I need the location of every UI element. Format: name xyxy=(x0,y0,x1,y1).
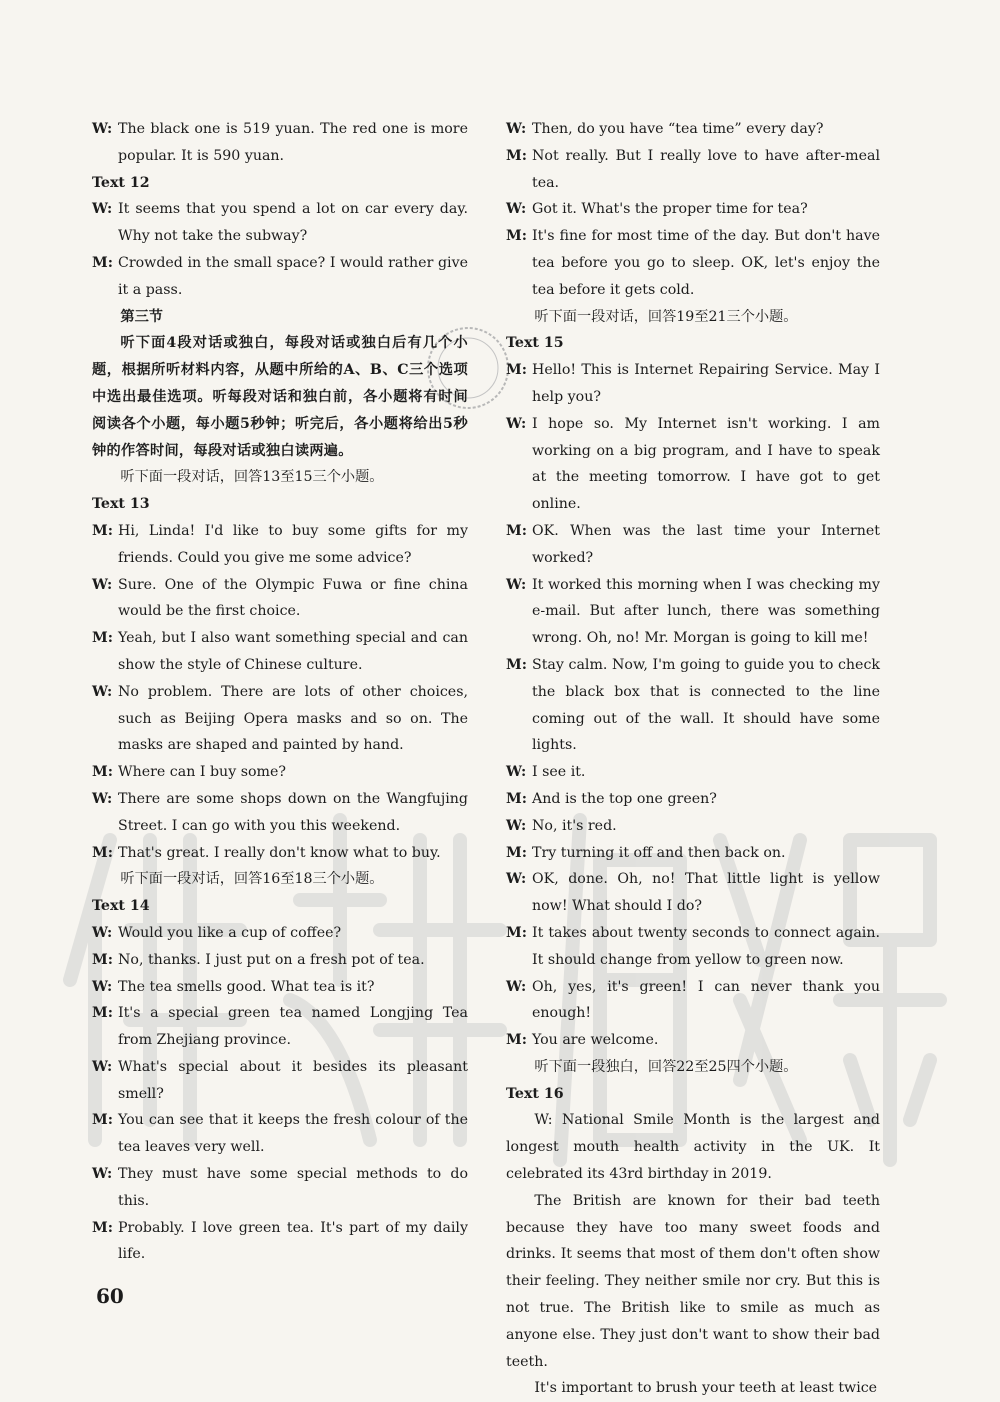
speaker-label: W: xyxy=(506,871,527,888)
line-text: It's a special green tea named Longjing Tea from Zhejiang province. xyxy=(118,1005,468,1049)
speaker-label: W: xyxy=(92,1058,113,1075)
speaker-label: W: xyxy=(92,790,113,807)
dialogue-line xyxy=(506,1027,880,1054)
dialogue-line xyxy=(92,250,468,304)
page-number: 60 xyxy=(96,1284,124,1308)
line-text: I see it. xyxy=(532,764,586,781)
speaker-label: M: xyxy=(92,522,113,539)
line-text: Where can I buy some? xyxy=(118,764,286,781)
dialogue-line xyxy=(506,411,880,518)
text-14-heading: Text 14 xyxy=(92,898,150,915)
dialogue-line xyxy=(92,1000,468,1054)
speaker-label: M: xyxy=(506,522,527,539)
dialogue-line xyxy=(506,357,880,411)
line-text: OK, done. Oh, no! That little light is yellow now! What should I do? xyxy=(532,871,880,915)
line-text: Hello! This is Internet Repairing Service. May I help you? xyxy=(532,362,880,405)
speaker-label: M: xyxy=(506,656,527,673)
line-text: Not really. But I really love to have after-meal tea. xyxy=(532,147,880,191)
right-column xyxy=(506,116,880,1402)
question-intro: 听下面一段独白，回答22至25四个小题。 xyxy=(534,1058,798,1075)
speaker-label: M: xyxy=(506,147,527,164)
speaker-label: M: xyxy=(506,924,527,941)
section-instructions: 听下面4段对话或独白，每段对话或独白后有几个小题，根据所听材料内容，从题中所给的A、B、C三个选项中选出最佳选项。听每段对话和独白前，各小题将有时间阅读各个小题，每小题5秒钟；听完后，各小题将给出5秒钟的作答时间，每段对话或独白读两遍。 xyxy=(92,335,468,459)
line-text: Then, do you have “tea time” every day? xyxy=(532,121,824,137)
dialogue-line xyxy=(506,920,880,974)
speaker-label: W: xyxy=(506,817,527,834)
monologue-paragraph: The British are known for their bad teeth because they have too many sweet foods and drinks. It seems that most of them don't often show their feeling. They neither smile nor cry. But this is not true. The British like to smile as much as anyone else. They just don't want to show their bad teeth. xyxy=(506,1192,880,1370)
line-text: Yeah, but I also want something special and can show the style of Chinese culture. xyxy=(118,630,468,673)
line-text: Stay calm. Now, I'm going to guide you to check the black box that is connected to the line coming out of the wall. It should have some lights. xyxy=(532,656,880,754)
line-text: The black one is 519 yuan. The red one is more popular. It is 590 yuan. xyxy=(118,121,468,164)
speaker-label: M: xyxy=(506,362,527,379)
line-text: The tea smells good. What tea is it? xyxy=(118,978,375,995)
line-text: OK. When was the last time your Internet worked? xyxy=(532,522,880,566)
line-text: No problem. There are lots of other choices, such as Beijing Opera masks and so on. The masks are shaped and painted by hand. xyxy=(118,683,468,754)
speaker-label: W: xyxy=(92,201,113,218)
dialogue-line xyxy=(506,786,880,813)
line-text: You can see that it keeps the fresh colour of the tea leaves very well. xyxy=(118,1112,468,1156)
line-text: Oh, yes, it's green! I can never thank you enough! xyxy=(532,978,880,1022)
text-15-heading: Text 15 xyxy=(506,335,564,352)
speaker-label: M: xyxy=(506,790,527,807)
speaker-label: W: xyxy=(92,924,113,941)
line-text: It takes about twenty seconds to connect again. It should change from yellow to green now. xyxy=(532,924,880,968)
speaker-label: W: xyxy=(92,683,113,700)
dialogue-line xyxy=(92,920,468,947)
speaker-label: M: xyxy=(92,254,113,271)
dialogue-line xyxy=(506,974,880,1028)
speaker-label: W: xyxy=(506,576,527,593)
dialogue-line xyxy=(506,143,880,197)
speaker-label: W: xyxy=(506,201,527,218)
line-text: Crowded in the small space? I would rather give it a pass. xyxy=(118,254,468,298)
monologue-paragraph: W: National Smile Month is the largest and longest mouth health activity in the UK. It celebrated its 43rd birthday in 2019. xyxy=(506,1112,880,1183)
speaker-label: M: xyxy=(92,951,113,968)
line-text: What's special about it besides its pleasant smell? xyxy=(118,1058,468,1102)
speaker-label: M: xyxy=(92,630,113,647)
dialogue-line xyxy=(92,1054,468,1108)
dialogue-line xyxy=(92,1161,468,1215)
dialogue-line xyxy=(506,518,880,572)
line-text: Got it. What's the proper time for tea? xyxy=(532,201,808,218)
speaker-label: M: xyxy=(506,844,527,861)
speaker-label: W: xyxy=(92,1166,113,1183)
dialogue-line xyxy=(92,116,468,170)
speaker-label: M: xyxy=(92,844,113,861)
question-intro: 听下面一段对话，回答13至15三个小题。 xyxy=(120,469,384,486)
section-heading: 第三节 xyxy=(120,308,163,325)
speaker-label: M: xyxy=(92,1219,113,1236)
line-text: You are welcome. xyxy=(532,1032,659,1049)
speaker-label: W: xyxy=(506,415,527,432)
dialogue-line xyxy=(92,1215,468,1269)
text-13-heading: Text 13 xyxy=(92,496,150,513)
speaker-label: M: xyxy=(92,764,113,781)
dialogue-line xyxy=(92,786,468,840)
line-text: No, it's red. xyxy=(532,817,617,834)
dialogue-line xyxy=(92,518,468,572)
text-16-heading: Text 16 xyxy=(506,1085,564,1102)
line-text: Hi, Linda! I'd like to buy some gifts for my friends. Could you give me some advice? xyxy=(118,522,468,566)
monologue-paragraph: It's important to brush your teeth at least twice xyxy=(534,1380,878,1397)
speaker-label: M: xyxy=(92,1112,113,1129)
line-text: Probably. I love green tea. It's part of my daily life. xyxy=(118,1219,468,1263)
line-text: That's great. I really don't know what to buy. xyxy=(118,844,441,861)
dialogue-line xyxy=(92,759,468,786)
dialogue-line xyxy=(506,572,880,652)
line-text: And is the top one green? xyxy=(532,790,717,807)
dialogue-line xyxy=(92,196,468,250)
dialogue-line xyxy=(506,759,880,786)
speaker-label: W: xyxy=(92,576,113,593)
dialogue-line xyxy=(92,840,468,867)
dialogue-line xyxy=(92,679,468,759)
line-text: It seems that you spend a lot on car every day. Why not take the subway? xyxy=(118,201,468,245)
dialogue-line xyxy=(506,652,880,759)
line-text: There are some shops down on the Wangfujing Street. I can go with you this weekend. xyxy=(118,790,468,834)
question-intro: 听下面一段对话，回答19至21三个小题。 xyxy=(534,308,798,325)
line-text: I hope so. My Internet isn't working. I am working on a big program, and I have to speak at the meeting tomorrow. I have got to get online. xyxy=(532,415,880,513)
line-text: No, thanks. I just put on a fresh pot of tea. xyxy=(118,951,425,968)
speaker-label: W: xyxy=(92,121,113,137)
dialogue-line xyxy=(92,947,468,974)
speaker-label: W: xyxy=(506,978,527,995)
speaker-label: W: xyxy=(92,978,113,995)
question-intro: 听下面一段对话，回答16至18三个小题。 xyxy=(120,871,384,888)
dialogue-line xyxy=(92,572,468,626)
dialogue-line xyxy=(506,813,880,840)
line-text: Would you like a cup of coffee? xyxy=(118,924,342,941)
speaker-label: W: xyxy=(506,764,527,781)
left-column xyxy=(92,116,468,1268)
speaker-label: M: xyxy=(92,1005,113,1022)
speaker-label: M: xyxy=(506,1032,527,1049)
text-12-heading: Text 12 xyxy=(92,174,150,191)
dialogue-line xyxy=(506,223,880,303)
dialogue-line xyxy=(506,840,880,867)
dialogue-line xyxy=(506,116,880,143)
line-text: Try turning it off and then back on. xyxy=(532,844,786,861)
dialogue-line xyxy=(506,196,880,223)
speaker-label: W: xyxy=(506,121,527,137)
line-text: It worked this morning when I was checking my e-mail. But after lunch, there was something wrong. Oh, no! Mr. Morgan is going to kill me! xyxy=(532,576,880,647)
speaker-label: M: xyxy=(506,228,527,245)
dialogue-line xyxy=(92,974,468,1001)
line-text: Sure. One of the Olympic Fuwa or fine china would be the first choice. xyxy=(118,576,468,620)
dialogue-line xyxy=(92,625,468,679)
line-text: It's fine for most time of the day. But don't have tea before you go to sleep. OK, let's enjoy the tea before it gets cold. xyxy=(532,228,880,298)
dialogue-line xyxy=(506,866,880,920)
line-text: They must have some special methods to do this. xyxy=(118,1166,468,1209)
dialogue-line xyxy=(92,1107,468,1161)
